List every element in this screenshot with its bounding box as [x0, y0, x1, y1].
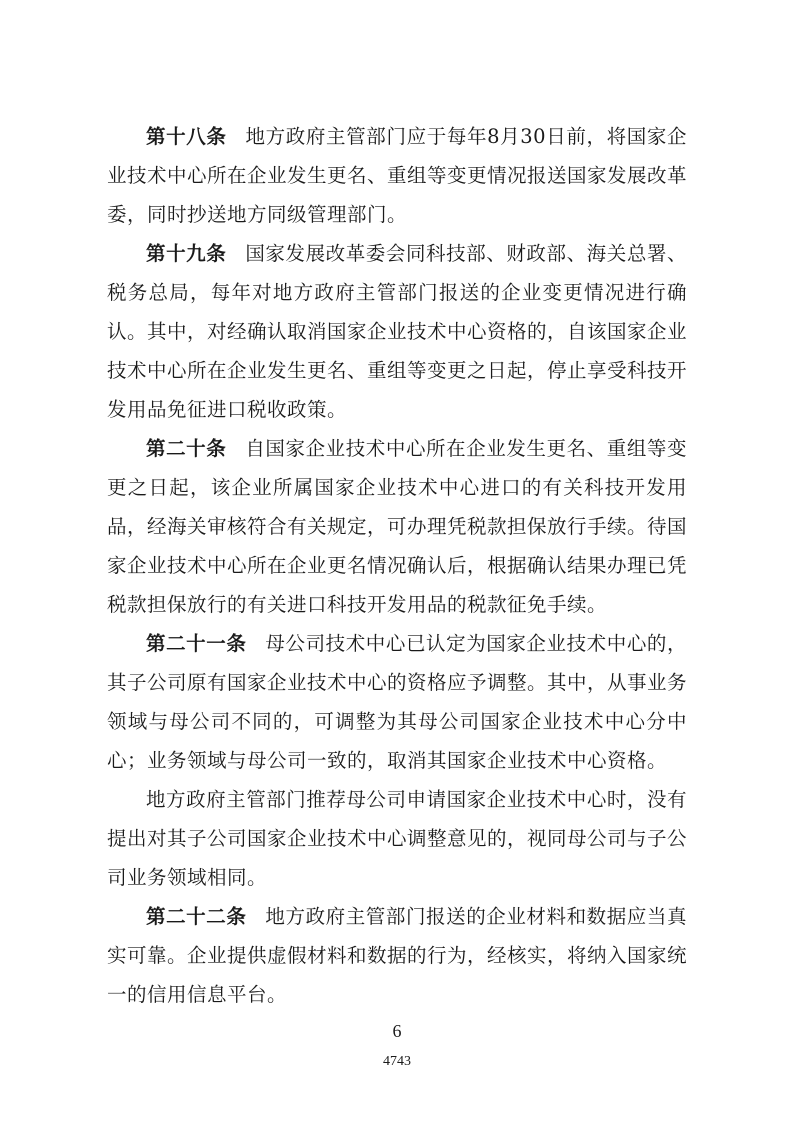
- article-21-extra-paragraph: [107, 780, 687, 897]
- article-19: [107, 234, 687, 429]
- article-number: 第二十一条: [146, 632, 247, 655]
- article-18: [107, 117, 687, 234]
- article-text: 国家发展改革委会同科技部、财政部、海关总署、税务总局，每年对地方政府主管部门报送的企业变更情况进行确认。其中，对经确认取消国家企业技术中心资格的，自该国家企业技术中心所在企业发生更名、重组等变更之日起，停止享受科技开发用品免征进口税收政策。: [107, 242, 688, 421]
- article-text: 地方政府主管部门应于每年8月30日前，将国家企业技术中心所在企业发生更名、重组等变更情况报送国家发展改革委，同时抄送地方同级管理部门。: [107, 125, 688, 226]
- article-text: 自国家企业技术中心所在企业发生更名、重组等变更之日起，该企业所属国家企业技术中心进口的有关科技开发用品，经海关审核符合有关规定，可办理凭税款担保放行手续。待国家企业技术中心所在企业更名情况确认后，根据确认结果办理已凭税款担保放行的有关进口科技开发用品的税款征免手续。: [107, 437, 688, 616]
- article-text: 地方政府主管部门推荐母公司申请国家企业技术中心时，没有提出对其子公司国家企业技术中心调整意见的，视同母公司与子公司业务领域相同。: [107, 788, 688, 889]
- article-22: [107, 897, 687, 1014]
- article-number: 第十八条: [146, 125, 227, 148]
- article-number: 第十九条: [146, 242, 227, 265]
- article-20: [107, 429, 687, 624]
- document-number: 4743: [383, 1054, 411, 1069]
- page-number: 6: [392, 1021, 402, 1041]
- article-number: 第二十条: [146, 437, 227, 460]
- article-number: 第二十二条: [146, 905, 247, 928]
- article-text: 母公司技术中心已认定为国家企业技术中心的，其子公司原有国家企业技术中心的资格应予调整。其中，从事业务领域与母公司不同的，可调整为其母公司国家企业技术中心分中心；业务领域与母公司一致的，取消其国家企业技术中心资格。: [107, 632, 688, 772]
- article-21: [107, 624, 687, 780]
- document-body: [107, 117, 687, 1014]
- article-text: 地方政府主管部门报送的企业材料和数据应当真实可靠。企业提供虚假材料和数据的行为，经核实，将纳入国家统一的信用信息平台。: [107, 905, 688, 1006]
